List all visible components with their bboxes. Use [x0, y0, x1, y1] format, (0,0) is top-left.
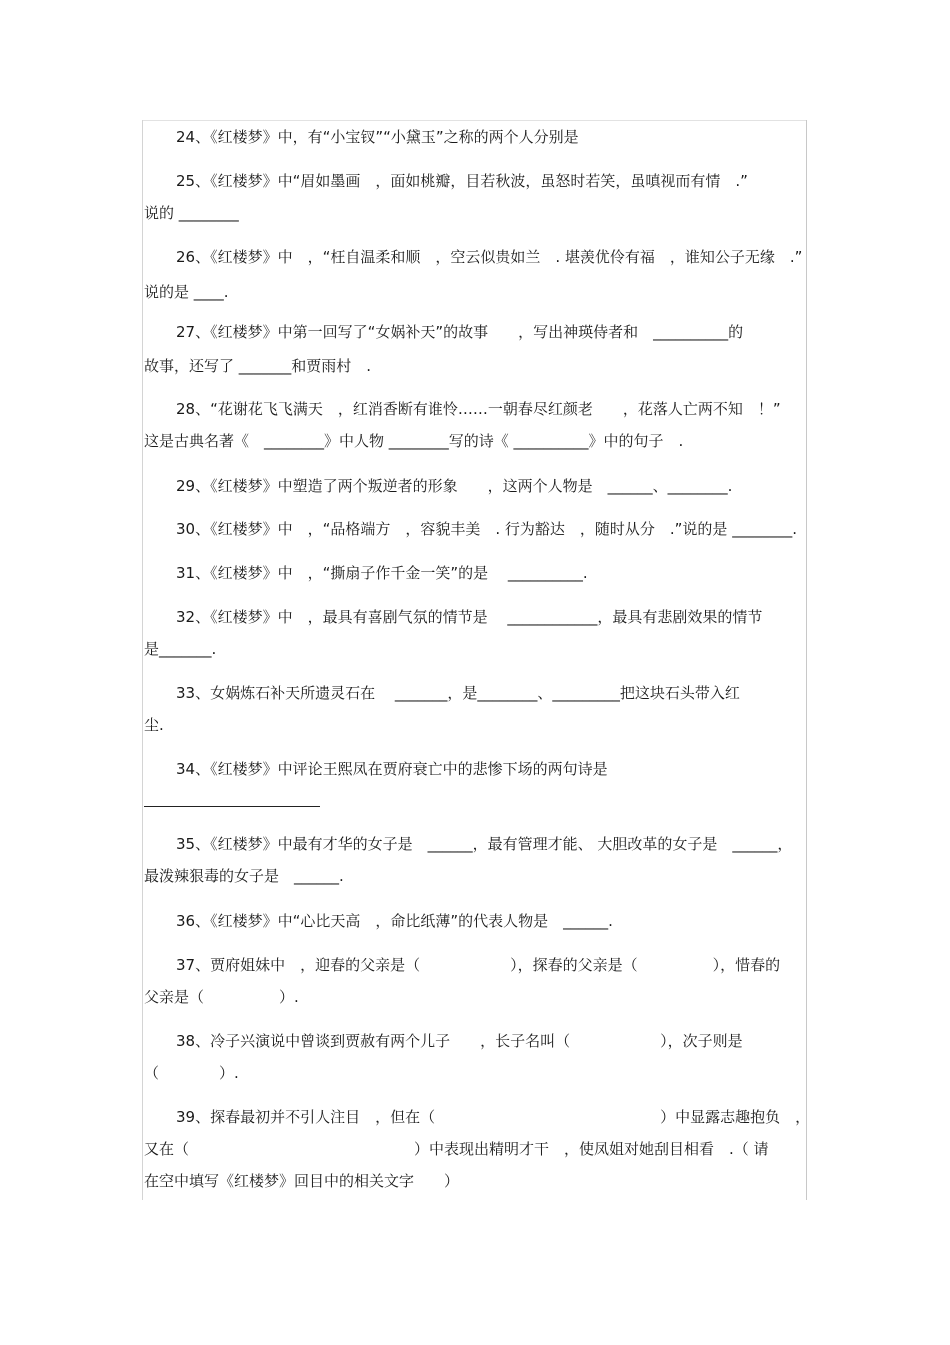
question-35-cont: 最泼辣狠毒的女子是 ______.	[144, 867, 344, 885]
question-32: 32、《红楼梦》中 ，最具有喜剧气氛的情节是 ____________，最具有悲剧效果的情节	[176, 608, 763, 626]
question-27-cont: 故事，还写了 _______和贾雨村 .	[144, 357, 372, 375]
question-29: 29、《红楼梦》中塑造了两个叛逆者的形象 ，这两个人物是 ______、________.	[176, 477, 733, 495]
answer-blank-line	[144, 806, 320, 807]
page-frame-right	[806, 120, 807, 1200]
question-37-cont: 父亲是（ ）.	[144, 988, 299, 1006]
question-39-cont: 又在（ ）中表现出精明才干 ，使凤姐对她刮目相看 .（ 请	[144, 1140, 769, 1158]
question-35: 35、《红楼梦》中最有才华的女子是 ______，最有管理才能、 大胆改革的女子是 ______，	[176, 835, 793, 853]
question-24: 24、《红楼梦》中，有“小宝钗”“小黛玉”之称的两个人分别是	[176, 128, 579, 146]
question-31: 31、《红楼梦》中 ，“撕扇子作千金一笑”的是 __________.	[176, 564, 588, 582]
question-28-cont: 这是古典名著《 ________》中人物 ________写的诗《 __________》中的句子 .	[144, 432, 684, 450]
question-28: 28、“花谢花飞飞满天 ，红消香断有谁怜……一朝春尽红颜老 ，花落人亡两不知 ！”	[176, 400, 781, 418]
question-26-cont: 说的是 ____.	[144, 283, 229, 301]
question-39: 39、探春最初并不引人注目 ，但在（ ）中显露志趣抱负 ，	[176, 1108, 811, 1126]
page-frame-top	[142, 120, 806, 121]
question-32-cont: 是_______.	[144, 640, 217, 658]
question-36: 36、《红楼梦》中“心比天高 ，命比纸薄”的代表人物是 ______.	[176, 912, 613, 930]
question-30: 30、《红楼梦》中 ，“品格端方 ，容貌丰美 . 行为豁达 ，随时从分 .”说的是 ________.	[176, 520, 797, 538]
question-37: 37、贾府姐妹中 ，迎春的父亲是（ ），探春的父亲是（ ），惜春的	[176, 956, 781, 974]
question-34: 34、《红楼梦》中评论王熙凤在贾府衰亡中的悲惨下场的两句诗是	[176, 760, 608, 778]
question-25: 25、《红楼梦》中“眉如墨画 ，面如桃瓣，目若秋波，虽怒时若笑，虽嗔视而有情 .”	[176, 172, 748, 190]
question-38: 38、冷子兴演说中曾谈到贾赦有两个儿子 ，长子名叫（ ），次子则是	[176, 1032, 743, 1050]
question-26: 26、《红楼梦》中 ，“枉自温柔和顺 ，空云似贵如兰 . 堪羡优伶有福 ，谁知公子无缘 .”	[176, 248, 803, 266]
question-33: 33、女娲炼石补天所遗灵石在 _______，是________、_________把这块石头带入红	[176, 684, 740, 702]
question-38-cont: （ ）.	[144, 1064, 239, 1082]
question-33-cont: 尘.	[144, 716, 164, 734]
page-frame-left	[142, 120, 143, 1200]
question-25-cont: 说的 ________	[144, 204, 239, 222]
question-27: 27、《红楼梦》中第一回写了“女娲补天”的故事 ，写出神瑛侍者和 __________的	[176, 323, 744, 341]
question-39-cont-2: 在空中填写《红楼梦》回目中的相关文字 ）	[144, 1172, 460, 1190]
